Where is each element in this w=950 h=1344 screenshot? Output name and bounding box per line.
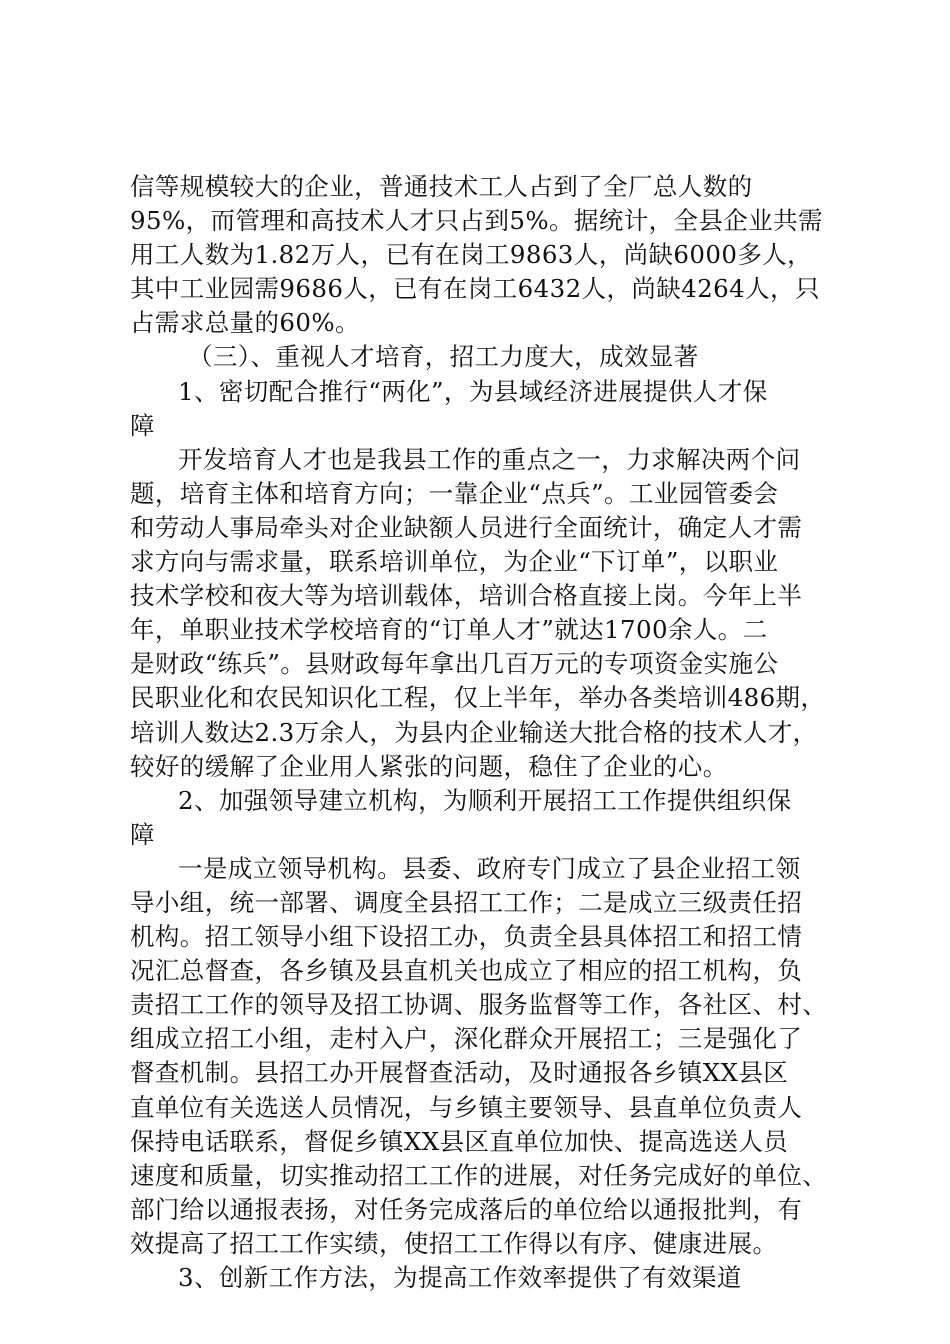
- body-line: 题，培育主体和培育方向；一靠企业“点兵”。工业园管委会: [130, 478, 779, 508]
- body-line: 占需求总量的60%。: [130, 308, 360, 338]
- body-line: 保持电话联系，督促乡镇XX县区直单位加快、提高选送人员: [130, 1126, 789, 1156]
- section-heading: （三）、重视人才培育，招工力度大，成效显著: [188, 342, 699, 372]
- body-line: 和劳动人事局牵头对企业缺额人员进行全面统计，确定人才需: [130, 512, 803, 542]
- body-line: 技术学校和夜大等为培训载体，培训合格直接上岗。今年上半: [130, 581, 803, 611]
- body-line: 况汇总督查，各乡镇及县直机关也成立了相应的招工机构，负: [130, 956, 803, 986]
- subsection-heading-continued: 障: [130, 819, 155, 849]
- document-body: [130, 170, 850, 1295]
- body-line: 督查机制。县招工办开展督查活动，及时通报各乡镇XX县区: [130, 1058, 789, 1088]
- body-line: 用工人数为1.82万人，已有在岗工9863人，尚缺6000多人，: [130, 240, 813, 270]
- body-line: 较好的缓解了企业用人紧张的问题，稳住了企业的心。: [130, 751, 728, 781]
- body-line: 机构。招工领导小组下设招工办，负责全县具体招工和招工情: [130, 922, 803, 952]
- body-line: 责招工工作的领导及招工协调、服务监督等工作，各社区、村、: [130, 990, 828, 1020]
- body-line: 信等规模较大的企业，普通技术工人占到了全厂总人数的: [130, 172, 753, 201]
- body-line: 培训人数达2.3万余人，为县内企业输送大批合格的技术人才，: [130, 717, 818, 747]
- body-line: 导小组，统一部署、调度全县招工工作；二是成立三级责任招: [130, 887, 803, 917]
- body-line: 组成立招工小组，走村入户，深化群众开展招工；三是强化了: [130, 1024, 803, 1054]
- subsection-heading-continued: 障: [130, 410, 155, 440]
- subsection-heading: 2、加强领导建立机构，为顺利开展招工工作提供组织保: [178, 785, 792, 815]
- body-line: 是财政“练兵”。县财政每年拿出几百万元的专项资金实施公: [130, 649, 779, 679]
- subsection-heading: 3、创新工作方法，为提高工作效率提供了有效渠道: [178, 1263, 742, 1292]
- body-line: 部门给以通报表扬，对任务完成落后的单位给以通报批判，有: [130, 1194, 803, 1224]
- body-line: 直单位有关选送人员情况，与乡镇主要领导、县直单位负责人: [130, 1092, 803, 1122]
- body-line: 效提高了招工工作实绩，使招工工作得以有序、健康进展。: [130, 1228, 778, 1258]
- body-line: 其中工业园需9686人，已有在岗工6432人，尚缺4264人，只: [130, 274, 820, 304]
- body-line: 民职业化和农民知识化工程，仅上半年，举办各类培训486期，: [130, 683, 826, 713]
- subsection-heading: 1、密切配合推行“两化”，为县域经济进展提供人才保: [178, 376, 768, 406]
- body-line: 年，单职业技术学校培育的“订单人才”就达1700余人。二: [130, 615, 768, 645]
- body-line: 速度和质量，切实推动招工工作的进展，对任务完成好的单位、: [130, 1160, 828, 1190]
- body-line: 95%，而管理和高技术人才只占到5%。据统计，全县企业共需: [130, 206, 823, 236]
- paragraph-first-line: 开发培育人才也是我县工作的重点之一，力求解决两个问: [178, 444, 801, 474]
- body-line: 求方向与需求量，联系培训单位，为企业“下订单”，以职业: [130, 547, 779, 577]
- paragraph-first-line: 一是成立领导机构。县委、政府专门成立了县企业招工领: [178, 853, 801, 883]
